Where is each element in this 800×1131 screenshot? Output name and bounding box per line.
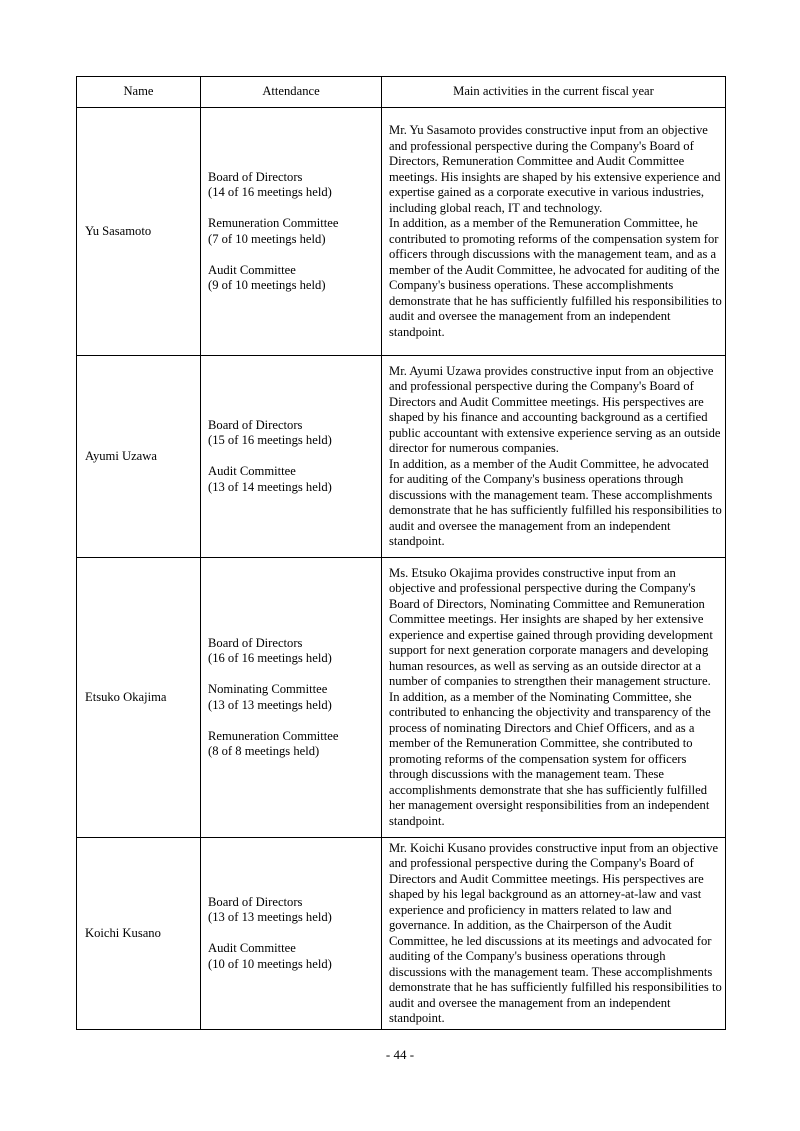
header-attendance: Attendance — [201, 77, 382, 108]
attendance-cell — [201, 108, 382, 356]
activities-cell — [382, 558, 726, 838]
activities-paragraph: Mr. Ayumi Uzawa provides constructive input from an objective and professional perspective during the Company's Board of Directors and Audit Committee meetings. His perspectives are shaped by his finance and accounting background as a certified public accountant with extensive experience serving as an outside director for numerous companies. — [389, 363, 721, 455]
meetings-count: (13 of 14 meetings held) — [208, 479, 332, 494]
activities-paragraph: Mr. Yu Sasamoto provides constructive input from an objective and professional perspective during the Company's Board of Directors, Remuneration Committee and Audit Committee meetings. His insights are shaped by his extensive experience and expertise gained as a corporate executive in various industries, including global reach, IT and technology. — [389, 123, 721, 215]
meetings-count: (15 of 16 meetings held) — [208, 433, 332, 448]
activities-cell — [382, 356, 726, 558]
table-row — [77, 108, 726, 356]
meetings-count: (13 of 13 meetings held) — [208, 697, 332, 712]
header-name: Name — [77, 77, 201, 108]
activities-paragraph: Mr. Koichi Kusano provides constructive input from an objective and professional perspective during the Company's Board of Directors and Audit Committee meetings. His perspectives are shaped by his legal background as an attorney-at-law and vast experience and proficiency in matters related to law and governance. In addition, as the Chairperson of the Audit Committee, he led discussions at its meetings and advocated for auditing of the Company's business operations through discussions with the management team. These accomplishments demonstrate that he has sufficiently fulfilled his responsibilities to audit and oversee the management from an independent standpoint. — [389, 840, 722, 1025]
meetings-count: (16 of 16 meetings held) — [208, 651, 332, 665]
meetings-count: (14 of 16 meetings held) — [208, 185, 332, 199]
attendance-group — [208, 464, 375, 495]
director-activities-table — [76, 76, 726, 1030]
attendance-cell — [201, 356, 382, 558]
director-name: Yu Sasamoto — [77, 108, 201, 356]
committee-name: Audit Committee — [208, 262, 296, 277]
activities-paragraph: In addition, as a member of the Remuneration Committee, he contributed to promoting reforms of the compensation system for officers through discussions with the management team, and as a member of the Audit Committee, he advocated for auditing of the Company's business operations. These accomplishments demonstrate that he has sufficiently fulfilled his responsibilities to audit and oversee the management from an independent standpoint. — [389, 216, 722, 339]
activities-cell — [382, 838, 726, 1030]
committee-name: Nominating Committee — [208, 682, 328, 696]
attendance-group — [208, 895, 375, 926]
attendance-group — [208, 941, 375, 972]
page-number: - 44 - — [385, 1047, 415, 1062]
committee-name: Remuneration Committee — [208, 728, 339, 743]
attendance-cell — [201, 838, 382, 1030]
meetings-count: (9 of 10 meetings held) — [208, 278, 326, 292]
committee-name: Audit Committee — [208, 464, 296, 479]
table-header-row — [77, 77, 726, 108]
committee-name: Board of Directors — [208, 169, 303, 184]
committee-name: Board of Directors — [208, 635, 303, 650]
attendance-group — [208, 170, 375, 201]
activities-paragraph: Ms. Etsuko Okajima provides constructive input from an objective and professional perspective during the Company's Board of Directors, Nominating Committee and Remuneration Committee meetings. Her insights are shaped by her extensive experience and expertise gained through providing development support for next generation corporate managers and developing human resources, as well as serving as an outside director at a number of companies to strengthen their management structure. — [389, 565, 713, 689]
director-name: Etsuko Okajima — [77, 558, 201, 838]
attendance-group — [208, 263, 375, 294]
attendance-group — [208, 682, 375, 713]
committee-name: Audit Committee — [208, 941, 296, 956]
activities-paragraph: In addition, as a member of the Audit Committee, he advocated for auditing of the Company's business operations through discussions with the management team. These accomplishments demonstrate that he has sufficiently fulfilled his responsibilities to audit and oversee the management from an independent standpoint. — [389, 456, 722, 548]
table-row — [77, 356, 726, 558]
meetings-count: (10 of 10 meetings held) — [208, 956, 332, 971]
attendance-group — [208, 216, 375, 247]
meetings-count: (7 of 10 meetings held) — [208, 231, 326, 246]
table-row — [77, 558, 726, 838]
activities-paragraph: In addition, as a member of the Nominating Committee, she contributed to enhancing the objectivity and transparency of the process of nominating Directors and Chief Officers, and as a member of the Remuneration Committee, she contributed to promoting reforms of the compensation system for officers through discussions with the management team. These accomplishments demonstrate that she has sufficiently fulfilled her management oversight responsibilities from an independent standpoint. — [389, 689, 711, 828]
director-name: Koichi Kusano — [77, 838, 201, 1030]
meetings-count: (13 of 13 meetings held) — [208, 910, 332, 925]
director-name: Ayumi Uzawa — [77, 356, 201, 558]
header-activities: Main activities in the current fiscal year — [382, 77, 726, 108]
committee-name: Board of Directors — [208, 894, 303, 909]
attendance-group — [208, 729, 375, 760]
committee-name: Remuneration Committee — [208, 216, 339, 230]
attendance-cell — [201, 558, 382, 838]
attendance-group — [208, 418, 375, 449]
attendance-group — [208, 636, 375, 667]
committee-name: Board of Directors — [208, 417, 303, 432]
meetings-count: (8 of 8 meetings held) — [208, 744, 320, 758]
activities-cell — [382, 108, 726, 356]
table-row — [77, 838, 726, 1030]
